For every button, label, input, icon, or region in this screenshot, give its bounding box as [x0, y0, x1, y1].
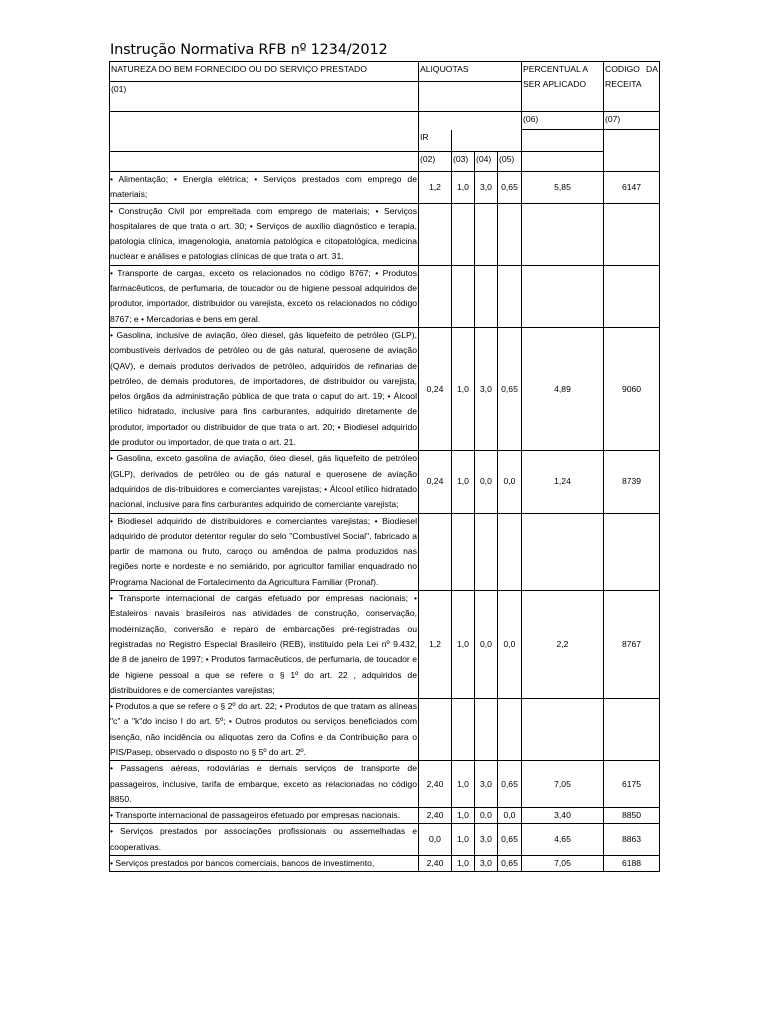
header-percentual-spacer [522, 130, 604, 152]
cell-codigo [604, 265, 660, 327]
cell-c03: 1,0 [452, 591, 475, 699]
cell-codigo: 6175 [604, 761, 660, 808]
header-natureza: NATUREZA DO BEM FORNECIDO OU DO SERVIÇO PRESTADO [110, 62, 419, 82]
cell-natureza: • Gasolina, inclusive de aviação, óleo diesel, gás liquefeito de petróleo (GLP), combustíveis derivados de petróleo ou de gás natural, querosene de aviação (QAV), e demais produtos derivados de petróleo, adquiridos de refinarias de petróleo, de demais produtores, de importadores, de distribuidor ou varejista, pelos órgãos da administração pública de que trata o caput do art. 19; • Álcool etílico hidratado, inclusive para fins carburantes, adquirido diretamente de produtor, importador ou distribuidor de que trata o art. 20; • Biodiesel adquirido de produtor ou importador, de que trata o art. 21. [110, 327, 419, 450]
cell-c05 [498, 203, 522, 265]
cell-c05: 0,65 [498, 172, 522, 204]
cell-percentual [522, 203, 604, 265]
header-04: (04) [475, 152, 498, 172]
header-05: (05) [498, 152, 522, 172]
header-spacer [110, 152, 419, 172]
cell-c04: 3,0 [475, 327, 498, 450]
header-06-spacer [522, 152, 604, 172]
cell-c03 [452, 203, 475, 265]
cell-c02: 0,24 [419, 327, 452, 450]
cell-codigo: 8863 [604, 824, 660, 856]
cell-c05: 0,65 [498, 824, 522, 856]
cell-c05 [498, 699, 522, 761]
cell-percentual: 2,2 [522, 591, 604, 699]
header-aliquotas-spacer [419, 82, 522, 112]
table-row [110, 265, 660, 327]
cell-natureza: • Serviços prestados por bancos comerciais, bancos de investimento, [110, 856, 419, 872]
cell-c03: 1,0 [452, 172, 475, 204]
header-06: (06) [522, 112, 604, 130]
cell-c03 [452, 265, 475, 327]
cell-c05 [498, 265, 522, 327]
cell-c02: 2,40 [419, 761, 452, 808]
header-07-spacer [604, 152, 660, 172]
cell-c02: 1,2 [419, 591, 452, 699]
table-row [110, 761, 660, 808]
table-row [110, 824, 660, 856]
cell-natureza: • Alimentação; • Energia elétrica; • Serviços prestados com emprego de materiais; [110, 172, 419, 204]
cell-c02: 2,40 [419, 808, 452, 824]
header-codigo-spacer [604, 130, 660, 152]
table-row [110, 327, 660, 450]
cell-percentual [522, 699, 604, 761]
table-row [110, 591, 660, 699]
table-row [110, 856, 660, 872]
cell-natureza: • Transporte internacional de passageiros efetuado por empresas nacionais. [110, 808, 419, 824]
cell-c02: 1,2 [419, 172, 452, 204]
cell-c04: 3,0 [475, 761, 498, 808]
cell-codigo [604, 699, 660, 761]
cell-c04: 0,0 [475, 808, 498, 824]
cell-c04: 3,0 [475, 172, 498, 204]
cell-c03: 1,0 [452, 451, 475, 513]
cell-c02: 0,24 [419, 451, 452, 513]
header-aliquotas-spacer-2 [419, 112, 522, 130]
cell-c03: 1,0 [452, 824, 475, 856]
cell-percentual: 3,40 [522, 808, 604, 824]
table-row [110, 699, 660, 761]
header-codigo: CODIGO DA RECEITA [604, 62, 660, 112]
cell-c04 [475, 513, 498, 590]
cell-percentual [522, 513, 604, 590]
cell-c05: 0,65 [498, 856, 522, 872]
cell-c03 [452, 699, 475, 761]
cell-c02 [419, 699, 452, 761]
header-03: (03) [452, 152, 475, 172]
aliquotas-table [109, 61, 660, 872]
cell-c02 [419, 513, 452, 590]
cell-c04: 3,0 [475, 856, 498, 872]
header-natureza-num: (01) [110, 82, 419, 112]
cell-c03 [452, 513, 475, 590]
cell-c03: 1,0 [452, 808, 475, 824]
cell-natureza: • Gasolina, exceto gasolina de aviação, óleo diesel, gás liquefeito de petróleo (GLP), derivados de petróleo ou de gás natural e querosene de aviação adquiridos de dis-tribuidores e comerciantes varejistas; • Álcool etílico hidratado nacional, inclusive para fins carburantes adquirido de comerciante varejista; [110, 451, 419, 513]
cell-c02 [419, 265, 452, 327]
cell-codigo: 8850 [604, 808, 660, 824]
cell-c02: 2,40 [419, 856, 452, 872]
cell-c04 [475, 699, 498, 761]
cell-natureza: • Transporte de cargas, exceto os relacionados no código 8767; • Produtos farmacêuticos, de perfumaria, de toucador ou de higiene pessoal adquiridos de produtor, importador, distribuidor ou varejista, exceto os relacionados no código 8767; e • Mercadorias e bens em geral. [110, 265, 419, 327]
table-row [110, 808, 660, 824]
cell-c04: 0,0 [475, 451, 498, 513]
cell-c02 [419, 203, 452, 265]
header-02: (02) [419, 152, 452, 172]
cell-percentual: 7,05 [522, 761, 604, 808]
cell-percentual: 4,65 [522, 824, 604, 856]
cell-c03: 1,0 [452, 856, 475, 872]
cell-percentual: 4,89 [522, 327, 604, 450]
header-natureza-spacer [110, 112, 419, 152]
cell-codigo: 8767 [604, 591, 660, 699]
cell-c05: 0,0 [498, 808, 522, 824]
cell-natureza: • Produtos a que se refere o § 2º do art. 22; • Produtos de que tratam as alíneas "c" a "k"do inciso I do art. 5º; • Outros produtos ou serviços beneficiados com isenção, não incidência ou alíquotas zero da Cofins e da Contribuição para o PIS/Pasep, observado o disposto no § 5º do art. 2º. [110, 699, 419, 761]
cell-codigo: 6147 [604, 172, 660, 204]
cell-codigo [604, 513, 660, 590]
cell-natureza: • Transporte internacional de cargas efetuado por empresas nacionais; • Estaleiros navais brasileiros nas atividades de construção, conservação, modernização, conversão e reparo de embarcações pré-registradas ou registradas no Registro Especial Brasileiro (REB), instituído pela Lei nº 9.432, de 8 de janeiro de 1997; • Produtos farmacêuticos, de perfumaria, de toucador e de higiene pessoal a que se refere o § 1º do art. 22 , adquiridos de distribuidores e de comerciantes varejistas; [110, 591, 419, 699]
cell-codigo: 6188 [604, 856, 660, 872]
cell-c04: 0,0 [475, 591, 498, 699]
cell-percentual: 5,85 [522, 172, 604, 204]
cell-natureza: • Construção Civil por empreitada com emprego de materiais; • Serviços hospitalares de que trata o art. 30; • Serviços de auxílio diagnóstico e terapia, patologia clínica, imagenologia, anatomia patológica e citopatológica, medicina nuclear e análises e patologias clínicas de que trata o art. 31. [110, 203, 419, 265]
header-percentual: PERCENTUAL A SER APLICADO [522, 62, 604, 112]
header-ir: IR [419, 130, 452, 152]
cell-c02: 0,0 [419, 824, 452, 856]
cell-codigo [604, 203, 660, 265]
cell-c05: 0,65 [498, 761, 522, 808]
table-row [110, 172, 660, 204]
cell-c05: 0,0 [498, 451, 522, 513]
cell-codigo: 8739 [604, 451, 660, 513]
header-aliquotas: ALIQUOTAS [419, 62, 522, 82]
cell-natureza: • Passagens aéreas, rodoviárias e demais serviços de transporte de passageiros, inclusive, tarifa de embarque, exceto as relacionadas no código 8850. [110, 761, 419, 808]
cell-c05: 0,65 [498, 327, 522, 450]
cell-c04 [475, 203, 498, 265]
cell-c05 [498, 513, 522, 590]
cell-c04: 3,0 [475, 824, 498, 856]
cell-c05: 0,0 [498, 591, 522, 699]
header-ir-spacer [452, 130, 522, 152]
cell-percentual: 1,24 [522, 451, 604, 513]
cell-natureza: • Serviços prestados por associações profissionais ou assemelhadas e cooperativas. [110, 824, 419, 856]
table-row [110, 203, 660, 265]
table-row [110, 513, 660, 590]
cell-natureza: • Biodiesel adquirido de distribuidores e comerciantes varejistas; • Biodiesel adquirido de produtor detentor regular do selo "Combustível Social", fabricado a partir de mamona ou fruto, caroço ou amêndoa de palma produzidos nas regiões norte e nordeste e no semiárido, por agricultor familiar enquadrado no Programa Nacional de Fortalecimento da Agricultura Familiar (Pronaf). [110, 513, 419, 590]
cell-codigo: 9060 [604, 327, 660, 450]
cell-c03: 1,0 [452, 761, 475, 808]
cell-percentual [522, 265, 604, 327]
header-07: (07) [604, 112, 660, 130]
cell-c04 [475, 265, 498, 327]
cell-c03: 1,0 [452, 327, 475, 450]
document-title: Instrução Normativa RFB nº 1234/2012 [110, 42, 388, 58]
cell-percentual: 7,05 [522, 856, 604, 872]
table-row [110, 451, 660, 513]
